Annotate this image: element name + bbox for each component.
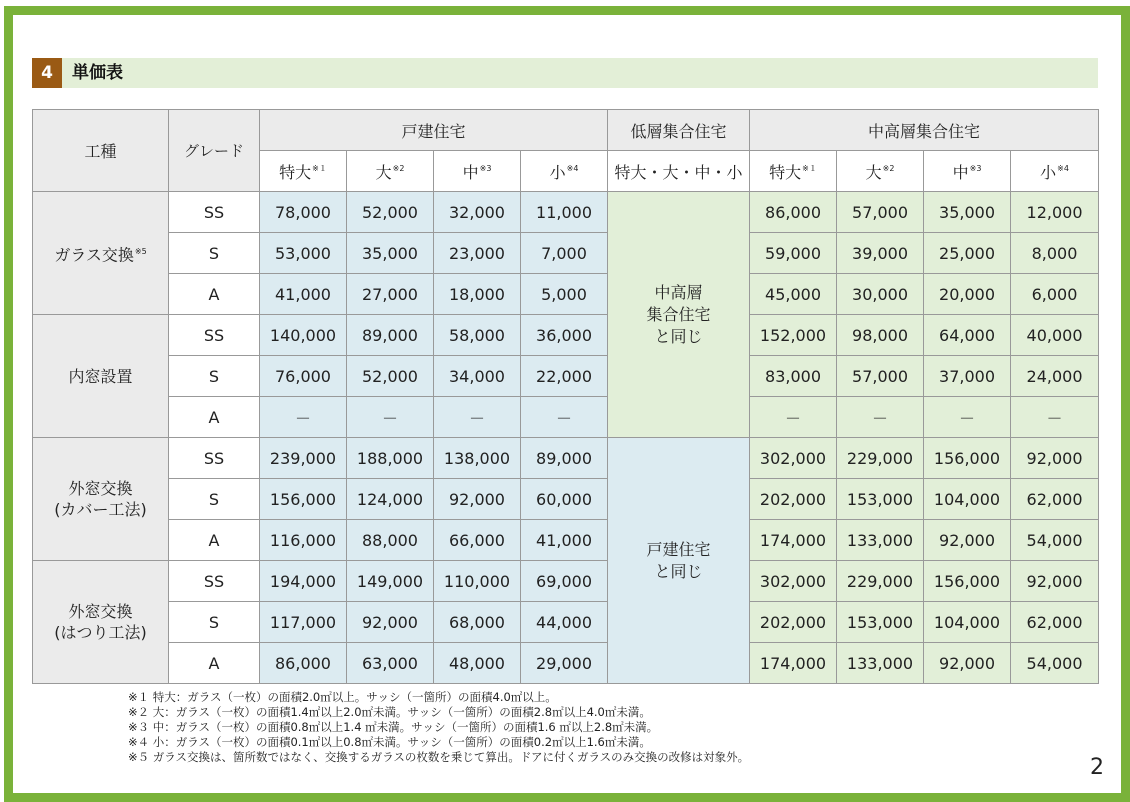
footnote: ※３ 中：ガラス（一枚）の面積0.8㎡以上1.4 ㎡未満。サッシ（一箇所）の面積1.6 ㎡以上2.8㎡未満。 [128, 720, 659, 734]
price-cell: 7,000 [521, 233, 608, 274]
grade-cell: S [169, 479, 260, 520]
price-cell: 92,000 [1011, 561, 1099, 602]
price-cell: 27,000 [347, 274, 434, 315]
price-cell: 202,000 [750, 602, 837, 643]
price-cell: 44,000 [521, 602, 608, 643]
price-cell: 69,000 [521, 561, 608, 602]
price-cell: 66,000 [434, 520, 521, 561]
price-cell: 116,000 [260, 520, 347, 561]
price-cell: 133,000 [837, 643, 924, 684]
price-cell: 20,000 [924, 274, 1011, 315]
price-cell: 11,000 [521, 192, 608, 233]
price-cell: 40,000 [1011, 315, 1099, 356]
table-row [33, 315, 1099, 356]
price-cell: 89,000 [347, 315, 434, 356]
footnotes [128, 690, 749, 765]
price-cell: 39,000 [837, 233, 924, 274]
grade-cell: A [169, 643, 260, 684]
price-cell: 92,000 [347, 602, 434, 643]
price-cell: 76,000 [260, 356, 347, 397]
footnote: ※２ 大：ガラス（一枚）の面積1.4㎡以上2.0㎡未満。サッシ（一箇所）の面積2.8㎡以上4.0㎡未満。 [128, 705, 651, 719]
section-number-badge: 4 [32, 58, 62, 88]
grade-cell: SS [169, 438, 260, 479]
grade-cell: S [169, 356, 260, 397]
price-cell: － [750, 397, 837, 438]
price-cell: 104,000 [924, 602, 1011, 643]
price-cell: 30,000 [837, 274, 924, 315]
grade-cell: SS [169, 561, 260, 602]
price-cell: 12,000 [1011, 192, 1099, 233]
price-cell: 188,000 [347, 438, 434, 479]
grade-cell: SS [169, 315, 260, 356]
price-cell: 18,000 [434, 274, 521, 315]
price-cell: 153,000 [837, 602, 924, 643]
price-cell: 86,000 [750, 192, 837, 233]
price-cell: 194,000 [260, 561, 347, 602]
table-row [33, 192, 1099, 233]
price-cell: 124,000 [347, 479, 434, 520]
price-cell: 23,000 [434, 233, 521, 274]
price-cell: 117,000 [260, 602, 347, 643]
price-cell: 174,000 [750, 643, 837, 684]
price-cell: 5,000 [521, 274, 608, 315]
grade-cell: A [169, 397, 260, 438]
size-header: 特大$^{※1}$ [260, 151, 347, 192]
table-row [33, 479, 1099, 520]
price-cell: － [1011, 397, 1099, 438]
size-header: 中$^{※3}$ [924, 151, 1011, 192]
price-cell: 86,000 [260, 643, 347, 684]
grade-cell: S [169, 233, 260, 274]
price-cell: 153,000 [837, 479, 924, 520]
price-cell: 24,000 [1011, 356, 1099, 397]
table-row [33, 274, 1099, 315]
table-row [33, 643, 1099, 684]
price-cell: － [837, 397, 924, 438]
col-header-chukousou: 中高層集合住宅 [750, 110, 1099, 151]
teisou-same-as-kodate: 戸建住宅 と同じ [608, 438, 750, 684]
price-cell: 25,000 [924, 233, 1011, 274]
category-outer-window-chipping: 外窓交換 (はつり工法) [33, 561, 169, 684]
price-cell: 52,000 [347, 192, 434, 233]
price-cell: 152,000 [750, 315, 837, 356]
grade-cell: S [169, 602, 260, 643]
price-cell: 92,000 [924, 643, 1011, 684]
price-cell: 54,000 [1011, 520, 1099, 561]
footnote: ※１ 特大：ガラス（一枚）の面積2.0㎡以上。サッシ（一箇所）の面積4.0㎡以上。 [128, 690, 557, 704]
size-header: 小$^{※4}$ [521, 151, 608, 192]
price-cell: 133,000 [837, 520, 924, 561]
price-cell: 29,000 [521, 643, 608, 684]
price-cell: 229,000 [837, 561, 924, 602]
size-header: 小$^{※4}$ [1011, 151, 1099, 192]
price-cell: 59,000 [750, 233, 837, 274]
price-cell: 88,000 [347, 520, 434, 561]
price-cell: 37,000 [924, 356, 1011, 397]
price-cell: 34,000 [434, 356, 521, 397]
footnote: ※４ 小：ガラス（一枚）の面積0.1㎡以上0.8㎡未満。サッシ（一箇所）の面積0.2㎡以上1.6㎡未満。 [128, 735, 651, 749]
price-cell: 45,000 [750, 274, 837, 315]
price-cell: 156,000 [924, 561, 1011, 602]
price-cell: 36,000 [521, 315, 608, 356]
table-row [33, 233, 1099, 274]
price-cell: 104,000 [924, 479, 1011, 520]
price-cell: 41,000 [521, 520, 608, 561]
price-cell: 57,000 [837, 356, 924, 397]
col-header-kouji: 工種 [33, 110, 169, 192]
price-cell: 62,000 [1011, 479, 1099, 520]
price-cell: － [260, 397, 347, 438]
teisou-size-header: 特大・大・中・小 [608, 151, 750, 192]
table-row [33, 561, 1099, 602]
price-cell: 138,000 [434, 438, 521, 479]
price-cell: 174,000 [750, 520, 837, 561]
price-cell: 64,000 [924, 315, 1011, 356]
price-cell: 83,000 [750, 356, 837, 397]
price-cell: － [347, 397, 434, 438]
section-title: 単価表 [72, 63, 123, 83]
price-cell: 62,000 [1011, 602, 1099, 643]
price-cell: 68,000 [434, 602, 521, 643]
table-row [33, 356, 1099, 397]
price-cell: － [924, 397, 1011, 438]
price-cell: 53,000 [260, 233, 347, 274]
category-inner-window: 内窓設置 [33, 315, 169, 438]
col-header-kodate: 戸建住宅 [260, 110, 608, 151]
size-header: 大$^{※2}$ [837, 151, 924, 192]
price-cell: 156,000 [260, 479, 347, 520]
unit-price-table [32, 109, 1099, 684]
price-cell: 202,000 [750, 479, 837, 520]
price-cell: 54,000 [1011, 643, 1099, 684]
price-cell: 57,000 [837, 192, 924, 233]
size-header: 大$^{※2}$ [347, 151, 434, 192]
price-cell: 229,000 [837, 438, 924, 479]
size-header: 中$^{※3}$ [434, 151, 521, 192]
size-header: 特大$^{※1}$ [750, 151, 837, 192]
price-cell: 92,000 [1011, 438, 1099, 479]
price-cell: 156,000 [924, 438, 1011, 479]
price-cell: 35,000 [924, 192, 1011, 233]
table-row [33, 602, 1099, 643]
price-cell: 98,000 [837, 315, 924, 356]
price-cell: 63,000 [347, 643, 434, 684]
price-cell: 302,000 [750, 561, 837, 602]
price-cell: － [434, 397, 521, 438]
price-cell: 32,000 [434, 192, 521, 233]
teisou-same-as-chukousou: 中高層 集合住宅 と同じ [608, 192, 750, 438]
price-cell: 48,000 [434, 643, 521, 684]
category-outer-window-cover: 外窓交換 (カバー工法) [33, 438, 169, 561]
price-cell: 6,000 [1011, 274, 1099, 315]
price-cell: 41,000 [260, 274, 347, 315]
section-header [32, 58, 1098, 88]
price-cell: 89,000 [521, 438, 608, 479]
grade-cell: SS [169, 192, 260, 233]
page-number: 2 [1090, 755, 1104, 780]
col-header-grade: グレード [169, 110, 260, 192]
price-cell: 58,000 [434, 315, 521, 356]
price-cell: 149,000 [347, 561, 434, 602]
price-cell: 239,000 [260, 438, 347, 479]
price-cell: 8,000 [1011, 233, 1099, 274]
price-cell: 60,000 [521, 479, 608, 520]
price-cell: 140,000 [260, 315, 347, 356]
price-cell: 35,000 [347, 233, 434, 274]
price-cell: 52,000 [347, 356, 434, 397]
header-row-1 [33, 110, 1099, 151]
table-row [33, 397, 1099, 438]
grade-cell: A [169, 274, 260, 315]
table-row [33, 520, 1099, 561]
col-header-teisou: 低層集合住宅 [608, 110, 750, 151]
price-cell: － [521, 397, 608, 438]
price-cell: 92,000 [434, 479, 521, 520]
footnote: ※５ ガラス交換は、箇所数ではなく、交換するガラスの枚数を乗じて算出。ドアに付くガラスのみ交換の改修は対象外。 [128, 750, 750, 764]
price-cell: 22,000 [521, 356, 608, 397]
price-cell: 302,000 [750, 438, 837, 479]
table-row [33, 438, 1099, 479]
price-cell: 78,000 [260, 192, 347, 233]
price-cell: 92,000 [924, 520, 1011, 561]
price-cell: 110,000 [434, 561, 521, 602]
category-glass-replacement: ガラス交換$^{※5}$ [33, 192, 169, 315]
grade-cell: A [169, 520, 260, 561]
